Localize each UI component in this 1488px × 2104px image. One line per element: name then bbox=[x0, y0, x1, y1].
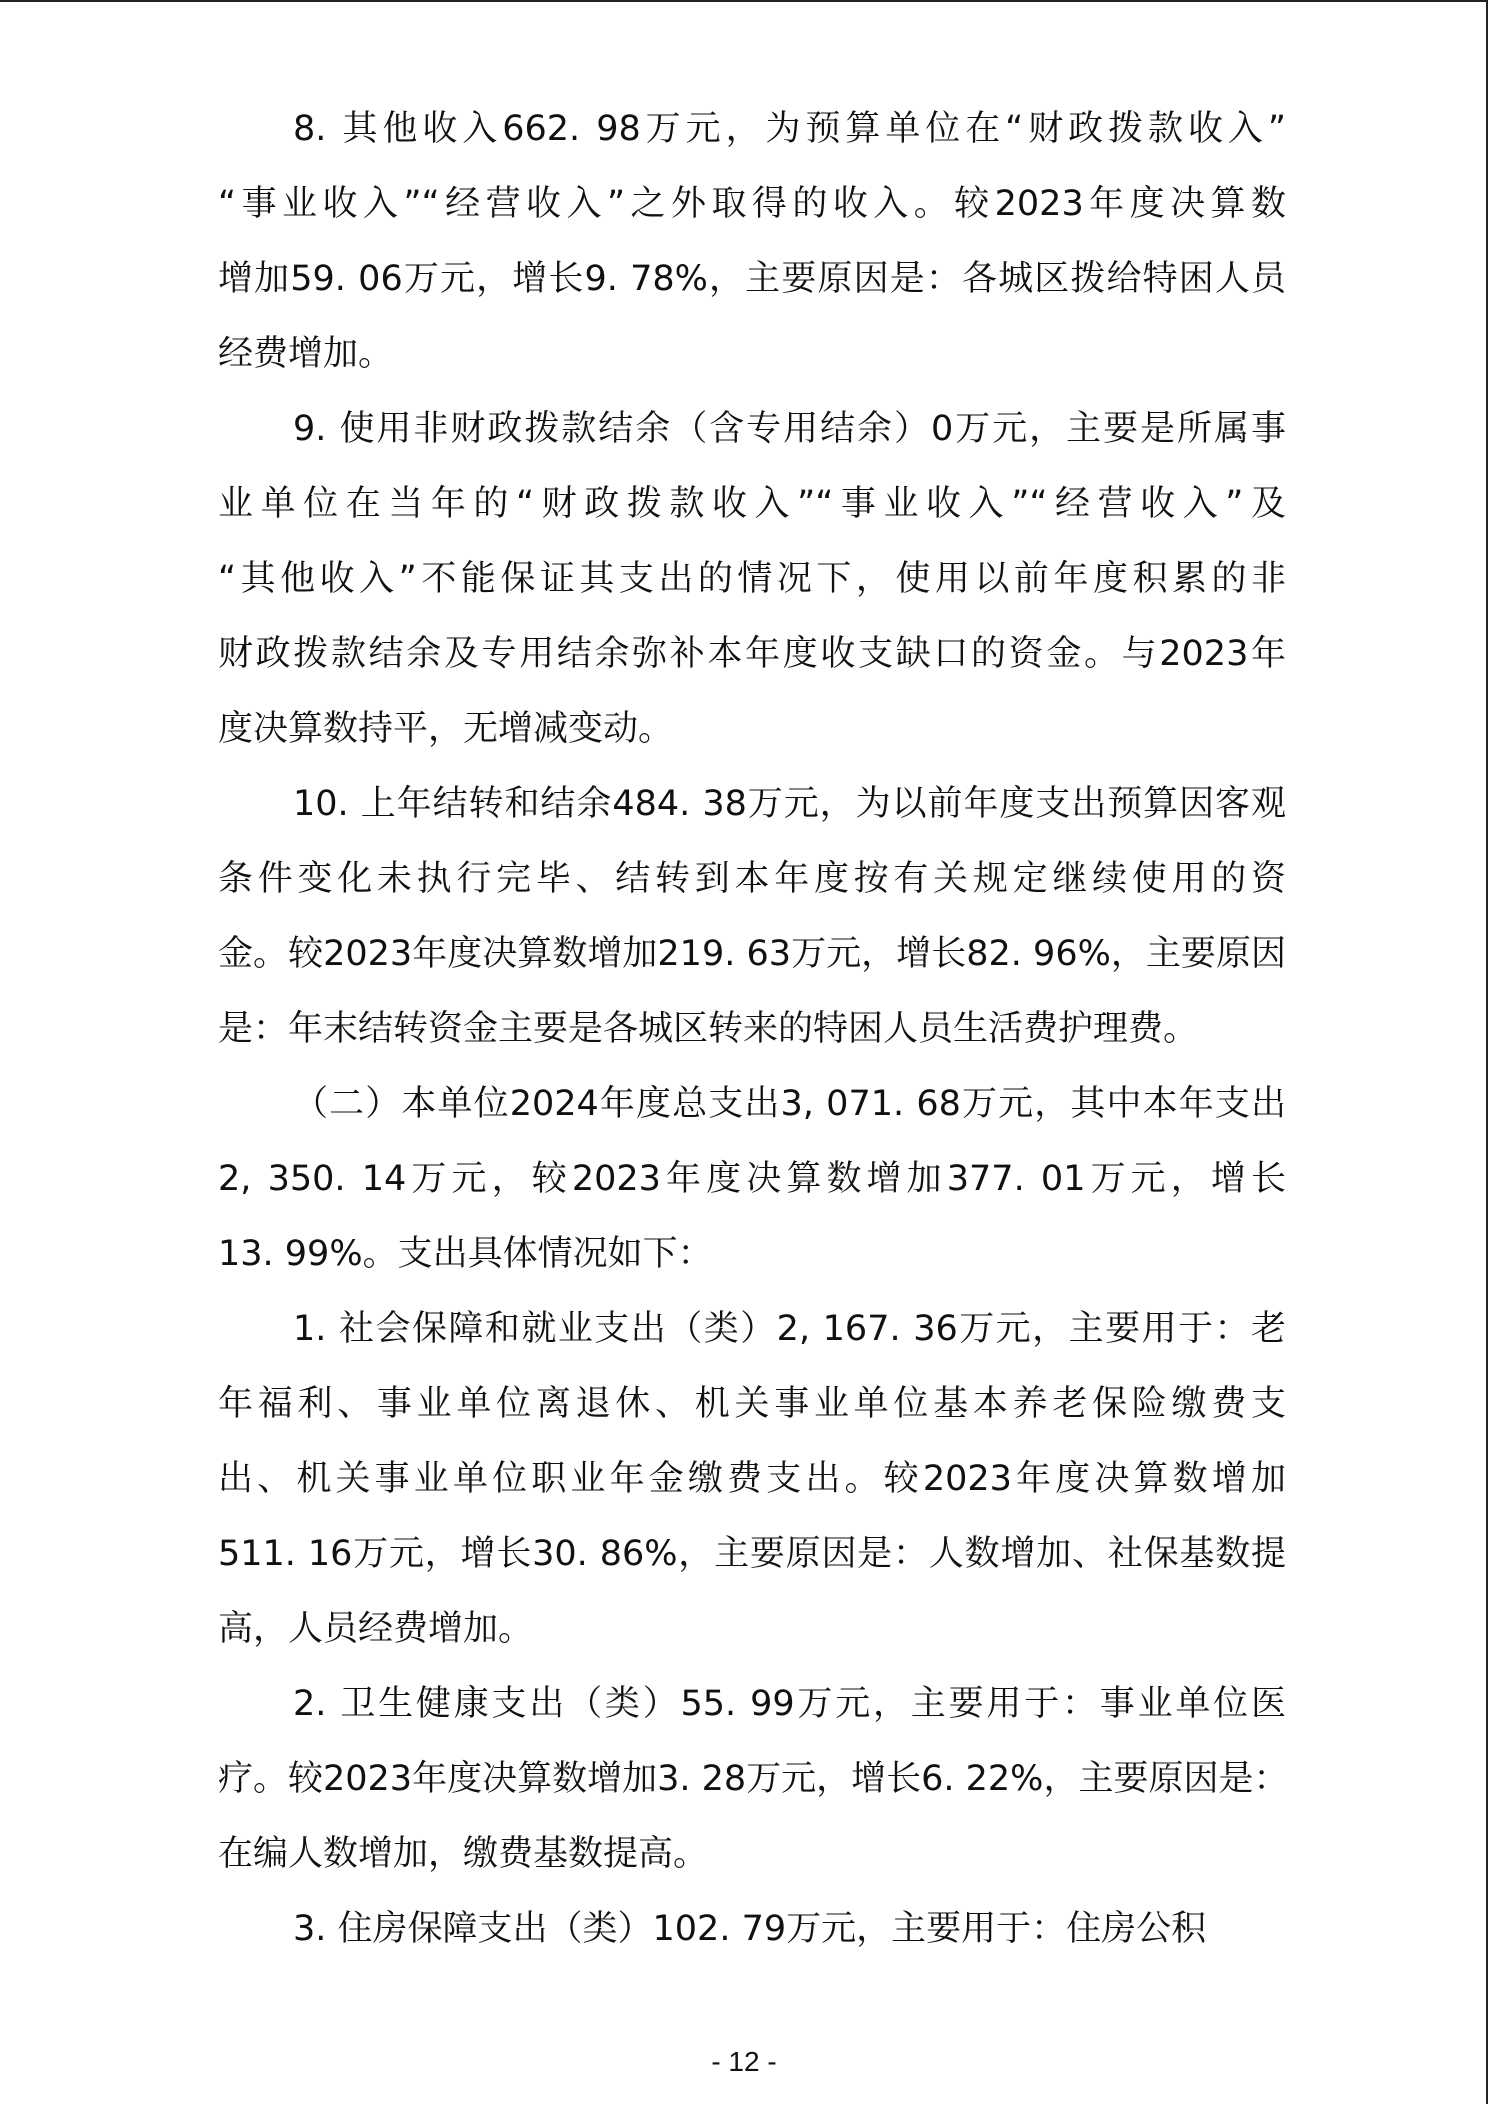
paragraph bbox=[218, 1067, 1286, 1292]
text-line: 疗。较2023年度决算数增加3. 28万元，增长6. 22%，主要原因是： bbox=[218, 1759, 1289, 1799]
text-line: 在编人数增加，缴费基数提高。 bbox=[218, 1834, 709, 1874]
text-line: 金。较2023年度决算数增加219. 63万元，增长82. 96%，主要原因 bbox=[218, 934, 1286, 974]
paragraph bbox=[218, 92, 1286, 392]
text-line: 3. 住房保障支出（类）102. 79万元，主要用于：住房公积 bbox=[293, 1909, 1207, 1949]
text-line: 业单位在当年的“财政拨款收入”“事业收入”“经营收入”及 bbox=[218, 484, 1286, 524]
document-body bbox=[218, 92, 1289, 1967]
text-line: “事业收入”“经营收入”之外取得的收入。较2023年度决算数 bbox=[218, 184, 1286, 224]
paragraph bbox=[218, 392, 1286, 767]
text-line: 1. 社会保障和就业支出（类）2, 167. 36万元，主要用于：老 bbox=[293, 1309, 1286, 1349]
text-line: 高，人员经费增加。 bbox=[218, 1609, 534, 1649]
paragraph bbox=[218, 767, 1286, 1067]
text-line: “其他收入”不能保证其支出的情况下，使用以前年度积累的非 bbox=[218, 559, 1286, 599]
text-line: 10. 上年结转和结余484. 38万元，为以前年度支出预算因客观 bbox=[293, 784, 1286, 824]
text-line: （二）本单位2024年度总支出3, 071. 68万元，其中本年支出 bbox=[293, 1084, 1286, 1124]
text-line: 2. 卫生健康支出（类）55. 99万元，主要用于：事业单位医 bbox=[293, 1684, 1286, 1724]
page-top-border bbox=[0, 0, 1488, 2]
text-line: 511. 16万元，增长30. 86%，主要原因是：人数增加、社保基数提 bbox=[218, 1534, 1286, 1574]
text-line: 财政拨款结余及专用结余弥补本年度收支缺口的资金。与2023年 bbox=[218, 634, 1286, 674]
paragraph bbox=[218, 1292, 1286, 1667]
text-line: 是：年末结转资金主要是各城区转来的特困人员生活费护理费。 bbox=[218, 1009, 1199, 1049]
text-line: 度决算数持平，无增减变动。 bbox=[218, 709, 674, 749]
text-line: 13. 99%。支出具体情况如下： bbox=[218, 1234, 713, 1274]
paragraph bbox=[218, 1667, 1289, 1892]
text-line: 2, 350. 14万元，较2023年度决算数增加377. 01万元，增长 bbox=[218, 1159, 1286, 1199]
text-line: 9. 使用非财政拨款结余（含专用结余）0万元，主要是所属事 bbox=[293, 409, 1286, 449]
paragraph bbox=[218, 1892, 1286, 1967]
text-line: 增加59. 06万元，增长9. 78%，主要原因是：各城区拨给特困人员 bbox=[218, 259, 1286, 299]
text-line: 8. 其他收入662. 98万元，为预算单位在“财政拨款收入” bbox=[293, 109, 1286, 149]
page-number: - 12 - bbox=[711, 2046, 777, 2077]
text-line: 出、机关事业单位职业年金缴费支出。较2023年度决算数增加 bbox=[218, 1459, 1286, 1499]
text-line: 条件变化未执行完毕、结转到本年度按有关规定继续使用的资 bbox=[218, 859, 1286, 899]
text-line: 经费增加。 bbox=[218, 334, 394, 374]
text-line: 年福利、事业单位离退休、机关事业单位基本养老保险缴费支 bbox=[218, 1384, 1286, 1424]
